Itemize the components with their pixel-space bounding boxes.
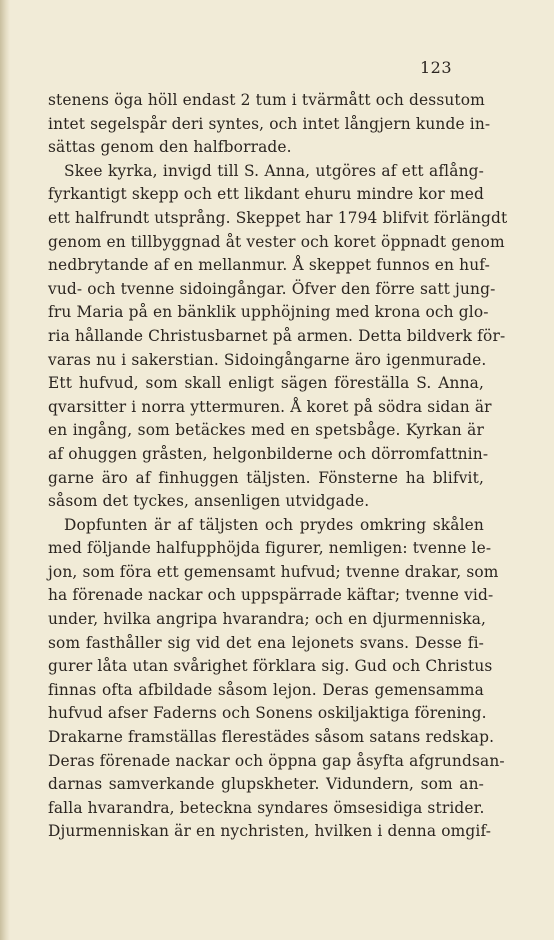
page-number: 123 xyxy=(420,58,453,77)
text-line: ha förenade nackar och uppspärrade käftar; tvenne vid- xyxy=(48,586,494,605)
text-line: Skee kyrka, invigd till S. Anna, utgöres af ett aflång- xyxy=(64,161,484,180)
text-line: Djurmenniskan är en nychristen, hvilken i denna omgif- xyxy=(48,822,492,841)
text-line: stenens öga höll endast 2 tum i tvärmått och dessutom xyxy=(48,91,485,109)
text-line: ett halfrundt utsprång. Skeppet har 1794 blifvit förlängdt xyxy=(48,208,508,227)
text-line: hufvud afser Faderns och Sonens oskiljaktiga förening. xyxy=(48,704,487,723)
text-line: af ohuggen gråsten, helgonbilderne och dörromfattnin- xyxy=(48,444,489,463)
text-line: darnas samverkande glupskheter. Vidundern, som an- xyxy=(48,775,484,794)
text-line: falla hvarandra, beteckna syndares ömsesidiga strider. xyxy=(48,798,485,817)
text-line: garne äro af finhuggen täljsten. Fönsterne ha blifvit, xyxy=(48,468,484,487)
text-line: såsom det tyckes, ansenligen utvidgade. xyxy=(48,492,370,511)
text-line: Ett hufvud, som skall enligt sägen föreställa S. Anna, xyxy=(48,374,484,393)
text-line: Deras förenade nackar och öppna gap åsyfta afgrundsan- xyxy=(48,751,505,770)
text-line: under, hvilka angripa hvarandra; och en djurmenniska, xyxy=(48,610,487,629)
text-line: Drakarne framställas flerestädes såsom satans redskap. xyxy=(48,728,495,747)
text-line: finnas ofta afbildade såsom lejon. Deras gemensamma xyxy=(48,680,484,699)
text-line: qvarsitter i norra yttermuren. Å koret på södra sidan är xyxy=(48,397,492,416)
text-line: vud- och tvenne sidoingångar. Öfver den förre satt jung- xyxy=(48,279,496,298)
text-line: sättas genom den halfborrade. xyxy=(48,138,292,157)
text-line: fru Maria på en bänklik upphöjning med krona och glo- xyxy=(48,303,489,322)
text-line: gurer låta utan svårighet förklara sig. Gud och Christus xyxy=(48,657,493,676)
text-line: intet segelspår deri syntes, och intet långjern kunde in- xyxy=(48,114,491,133)
text-line: som fasthåller sig vid det ena lejonets svans. Desse fi- xyxy=(48,633,484,652)
text-line: Dopfunten är af täljsten och prydes omkring skålen xyxy=(64,515,484,534)
text-line: ria hållande Christusbarnet på armen. Detta bildverk för- xyxy=(48,326,506,345)
text-line: varas nu i sakerstian. Sidoingångarne äro igenmurade. xyxy=(48,350,487,369)
text-line: jon, som föra ett gemensamt hufvud; tvenne drakar, som xyxy=(48,562,499,581)
text-line: genom en tillbyggnad åt vester och koret öppnadt genom xyxy=(48,232,505,251)
text-line: med följande halfupphöjda figurer, nemligen: tvenne le- xyxy=(48,539,492,558)
text-line: nedbrytande af en mellanmur. Å skeppet funnos en huf- xyxy=(48,256,490,275)
text-line: en ingång, som betäckes med en spetsbåge. Kyrkan är xyxy=(48,421,484,440)
book-spine-shadow xyxy=(0,0,10,940)
body-text xyxy=(48,89,508,844)
text-line: fyrkantigt skepp och ett likdant ehuru mindre kor med xyxy=(48,185,484,204)
